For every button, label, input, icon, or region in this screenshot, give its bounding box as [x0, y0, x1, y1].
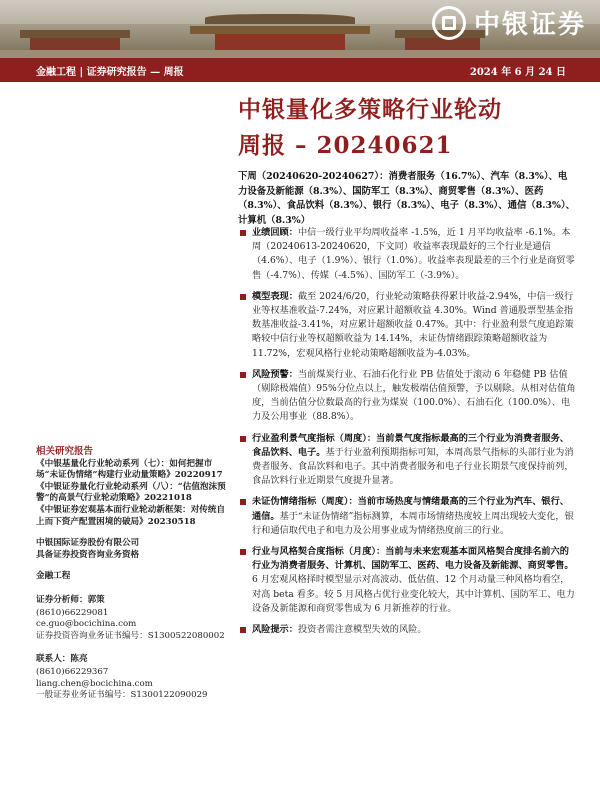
contact-name: 联系人：陈亮 — [36, 654, 88, 665]
bullet-heading: 模型表现： — [252, 290, 298, 302]
bullet-earnings-sentiment — [238, 432, 578, 489]
contact-person — [36, 654, 226, 701]
bullet-body: 6 月宏观风格择时模型显示对高波动、低估值、12 个月动量三种风格均看空，对高 beta 看多。较 5 月风格占优行业变化较大，其中计算机、国防军工、电力设备及新能源和商贸零售成为 6 月新推荐的行业。 — [252, 574, 575, 614]
bullet-performance-review — [238, 226, 578, 283]
boc-logo-icon — [432, 6, 466, 40]
bullet-unfalsified-sentiment — [238, 495, 578, 538]
analyst-contact — [36, 595, 226, 642]
company-name: 中银国际证券股份有限公司 — [36, 538, 140, 549]
key-points — [238, 226, 578, 644]
header-banner — [0, 0, 600, 58]
bullet-heading: 未证伪情绪指标（周度）： — [252, 496, 358, 508]
bullet-highlight: 当前景气度指标最高的三个行业为消费者服务、食品饮料、电子。 — [252, 432, 569, 458]
report-title — [238, 92, 578, 164]
banner-ground — [0, 50, 600, 58]
bullet-highlight: 当前与未来宏观基本面风格契合度排名前六的行业为消费者服务、计算机、国防军工、医药、电力设备及新能源、商贸零售。 — [252, 546, 574, 572]
company-info — [36, 538, 226, 561]
bullet-body: 截至 2024/6/20，行业轮动策略获得累计收益-2.94%，中信一级行业等权基准收益-7.24%，对应累计超额收益 4.30%。Wind 普通股票型基金指数基准收益-3.41%，对应累计超额收益 0.47%。其中：行业盈利景气度追踪策略较中信行业等权超额收益为 14.14%，未证伪情绪跟踪策略超额收益为 11.72%，宏观风格行业轮动策略超额收益为-4.03%。 — [252, 290, 574, 359]
analyst-certificate: 证券投资咨询业务证书编号：S1300522080002 — [36, 630, 225, 641]
bullet-heading: 行业盈利景气度指标（周度）： — [252, 432, 377, 444]
logo-text: 中银证券 — [473, 10, 586, 40]
related-report-link[interactable]: 《中银证券宏观基本面行业轮动新框架：对传统自上而下资产配置困境的破局》20230518 — [36, 504, 226, 527]
banner-palace-lower-roof — [190, 26, 370, 34]
banner-palace-upper-roof — [205, 14, 355, 24]
bullet-body: 基于“未证伪情绪”指标测算，本周市场情绪热度较上周出现较大变化，银行和通信取代电子和电力及公用事业成为情绪热度前三的行业。 — [252, 510, 574, 536]
bullet-model-performance — [238, 290, 578, 361]
lead-summary: 下周（20240620-20240627）：消费者服务（16.7%）、汽车（8.3%）、电力设备及新能源（8.3%）、国防军工（8.3%）、商贸零售（8.3%）、医药（8.3%）、食品饮料（8.3%）、银行（8.3%）、电子（8.3%）、通信（8.3%）、计算机（8.3%） — [238, 171, 575, 226]
bullet-risk-warning — [238, 368, 578, 425]
report-date: 2024 年 6 月 24 日 — [469, 66, 566, 78]
bullet-style-fit — [238, 545, 578, 616]
bullet-heading: 业绩回顾： — [252, 227, 298, 238]
bullet-body: 基于行业盈利预期指标可知，本周高景气指标的头部行业为消费者服务、食品饮料和电子。其中消费者服务和电子行业长期景气度保持前列，食品饮料行业近期景气度提升显著。 — [252, 446, 574, 487]
sidebar — [36, 446, 226, 702]
bullet-body: 投资者需注意模型失效的风险。 — [297, 624, 427, 636]
bullet-body: 当前煤炭行业、石油石化行业 PB 估值处于滚动 6 年稳健 PB 估值（剔除极端值）95%分位点以上，触发极端估值预警，予以剔除。从相对估值角度，当前估值分位数最高的行业为煤炭（100.0%）、石油石化（100.0%）、电力及公用事业（88.8%）。 — [252, 368, 576, 423]
bullet-highlight: 当前市场热度与情绪最高的三个行业为汽车、银行、通信。 — [252, 496, 569, 522]
bullet-heading: 风险提示： — [252, 624, 298, 636]
bullet-body: 中信一级行业平均周收益率 -1.5%，近 1 月平均收益率 -6.1%。本周（20240613-20240620，下文同）收益率表现最好的三个行业是通信（4.6%）、电子（1.9%）、银行（1.0%）。收益率表现最差的三个行业是商贸零售（-4.7%）、传媒（-4.5%）、国防军工（-3.9%）。 — [252, 227, 575, 281]
analyst-phone: (8610)66229081 — [36, 607, 109, 618]
bullet-heading: 风险预警： — [252, 368, 298, 380]
analyst-name: 证券分析师：郭策 — [36, 594, 105, 605]
report-title-line2: 周报 – 20240621 — [238, 132, 453, 159]
related-report-link[interactable]: 《中银基量化行业轮动系列（七）：如何把握市场“未证伪情绪”构建行业动量策略》20220917 — [36, 458, 223, 481]
report-category: 金融工程 | 证券研究报告 — 周报 — [36, 66, 184, 78]
contact-email[interactable]: liang.chen@bocichina.com — [36, 678, 153, 689]
related-report-link[interactable]: 《中银证券量化行业轮动系列（八）：“估值泡沫预警”的高景气行业轮动策略》20221018 — [36, 481, 226, 504]
company-logo — [432, 4, 586, 41]
department: 金融工程 — [36, 571, 71, 582]
related-reports-heading: 相关研究报告 — [36, 446, 94, 457]
contact-phone: (8610)66229367 — [36, 666, 109, 677]
contact-certificate: 一般证券业务证书编号：S1300122090029 — [36, 690, 208, 701]
banner-building-left-roof — [20, 30, 130, 38]
report-header-bar — [0, 58, 600, 82]
analyst-email[interactable]: ce.guo@bocichina.com — [36, 619, 137, 630]
company-qualification: 具备证券投资咨询业务资格 — [36, 549, 140, 560]
bullet-risk-notice — [238, 623, 578, 637]
bullet-heading: 行业与风格契合度指标（月度）： — [252, 546, 386, 558]
report-title-line1: 中银量化多策略行业轮动 — [238, 96, 502, 123]
